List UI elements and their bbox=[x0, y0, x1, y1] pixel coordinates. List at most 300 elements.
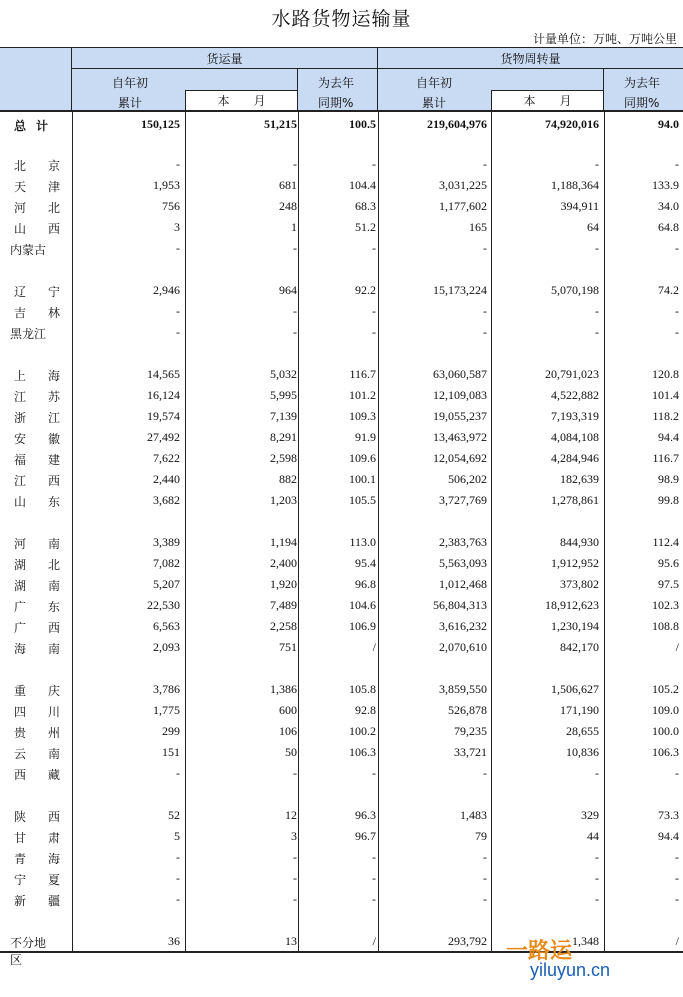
freight-month-cell: 5,032 bbox=[270, 367, 297, 381]
freight-month-cell: 1,920 bbox=[270, 577, 297, 591]
watermark-en: yiluyun.cn bbox=[530, 960, 611, 980]
freight-yoy-cell: - bbox=[372, 850, 376, 864]
turnover-ytd-cell: 79 bbox=[475, 829, 487, 843]
freight-yoy-cell: / bbox=[372, 934, 376, 948]
freight-ytd-cell: 151 bbox=[162, 745, 180, 759]
region-name bbox=[14, 283, 60, 300]
freight-ytd-cell: 3,389 bbox=[153, 535, 180, 549]
freight-ytd-cell: - bbox=[176, 304, 180, 318]
region-name bbox=[14, 451, 60, 468]
region-name-part: 山 bbox=[14, 495, 27, 509]
turnover-yoy-cell: - bbox=[675, 304, 679, 318]
turnover-yoy-cell: 108.8 bbox=[652, 619, 679, 633]
freight-ytd-cell: - bbox=[176, 241, 180, 255]
turnover-yoy-cell: 118.2 bbox=[652, 409, 679, 423]
turnover-ytd-cell: 56,804,313 bbox=[433, 598, 487, 612]
turnover-yoy-cell: - bbox=[675, 871, 679, 885]
region-name bbox=[14, 409, 60, 426]
turnover-ytd-cell: 219,604,976 bbox=[427, 117, 487, 131]
turnover-yoy-cell: 112.4 bbox=[652, 535, 679, 549]
freight-yoy-cell: 92.2 bbox=[355, 283, 376, 297]
freight-month-cell: 51,215 bbox=[264, 117, 297, 131]
freight-yoy-cell: 100.5 bbox=[349, 117, 376, 131]
table-row bbox=[0, 595, 683, 616]
region-name-part: 重 bbox=[14, 684, 27, 698]
freight-yoy-cell: 96.7 bbox=[355, 829, 376, 843]
freight-month-cell: 7,139 bbox=[270, 409, 297, 423]
turnover-month-cell: - bbox=[595, 850, 599, 864]
freight-month-cell: 2,400 bbox=[270, 556, 297, 570]
freight-ytd-cell: - bbox=[176, 871, 180, 885]
freight-yoy-cell: 95.4 bbox=[355, 556, 376, 570]
turnover-ytd-cell: - bbox=[483, 157, 487, 171]
region-name-part: 北 bbox=[47, 558, 60, 572]
freight-yoy-cell: - bbox=[372, 892, 376, 906]
freight-ytd-cell: 3 bbox=[174, 220, 180, 234]
turnover-ytd-cell: 15,173,224 bbox=[433, 283, 487, 297]
turnover-yoy-cell: 101.4 bbox=[652, 388, 679, 402]
freight-month-cell: 50 bbox=[285, 745, 297, 759]
region-name-part: 州 bbox=[47, 726, 60, 740]
region-name bbox=[14, 430, 60, 447]
freight-ytd-cell: 36 bbox=[168, 934, 180, 948]
turnover-yoy-cell: - bbox=[675, 241, 679, 255]
table-row bbox=[0, 805, 683, 826]
table-row bbox=[0, 679, 683, 700]
region-name-part: 浙 bbox=[14, 411, 27, 425]
region-name-part: 西 bbox=[47, 222, 60, 236]
turnover-ytd-cell: 165 bbox=[469, 220, 487, 234]
turnover-yoy-cell: / bbox=[675, 640, 679, 654]
turnover-yoy-cell: 105.2 bbox=[652, 682, 679, 696]
freight-yoy-cell: - bbox=[372, 766, 376, 780]
turnover-ytd-cell: 3,031,225 bbox=[439, 178, 487, 192]
table-row bbox=[0, 490, 683, 511]
table-row bbox=[0, 238, 683, 259]
freight-yoy-cell: 92.8 bbox=[355, 703, 376, 717]
turnover-month-cell: 1,912,952 bbox=[551, 556, 599, 570]
table-row bbox=[0, 763, 683, 784]
header-group-turnover: 货物周转量 bbox=[378, 48, 683, 69]
turnover-yoy-cell: 120.8 bbox=[652, 367, 679, 381]
region-name bbox=[14, 829, 60, 846]
region-name-part: 甘 bbox=[14, 831, 27, 845]
turnover-yoy-cell: - bbox=[675, 850, 679, 864]
turnover-month-cell: 171,190 bbox=[560, 703, 599, 717]
freight-yoy-cell: 100.2 bbox=[349, 724, 376, 738]
freight-ytd-cell: - bbox=[176, 325, 180, 339]
turnover-yoy-cell: 97.5 bbox=[658, 577, 679, 591]
region-name-part: 北 bbox=[14, 159, 27, 173]
header-freight-month: 本 月 bbox=[185, 90, 298, 111]
freight-ytd-cell: 6,563 bbox=[153, 619, 180, 633]
freight-ytd-cell: 7,082 bbox=[153, 556, 180, 570]
region-name-part: 苏 bbox=[47, 390, 60, 404]
header-turnover-yoy-top: 为去年 bbox=[624, 76, 661, 90]
region-name bbox=[14, 808, 60, 825]
header-region-cell bbox=[0, 48, 72, 111]
freight-month-cell: 13 bbox=[285, 934, 297, 948]
region-name bbox=[14, 892, 60, 909]
region-name-part: 肃 bbox=[47, 831, 60, 845]
bottom-rule bbox=[0, 951, 683, 953]
region-name-part: 辽 bbox=[14, 285, 27, 299]
turnover-yoy-cell: 94.4 bbox=[658, 430, 679, 444]
region-name bbox=[14, 535, 60, 552]
freight-ytd-cell: 2,440 bbox=[153, 472, 180, 486]
turnover-yoy-cell: 99.8 bbox=[658, 493, 679, 507]
header-group-freight: 货运量 bbox=[72, 48, 378, 69]
turnover-month-cell: 10,836 bbox=[566, 745, 599, 759]
header-turnover-ytd-bottom: 累计 bbox=[422, 96, 447, 110]
turnover-yoy-cell: 64.8 bbox=[658, 220, 679, 234]
turnover-ytd-cell: 63,060,587 bbox=[433, 367, 487, 381]
turnover-ytd-cell: 12,054,692 bbox=[433, 451, 487, 465]
turnover-month-cell: - bbox=[595, 871, 599, 885]
turnover-month-cell: 394,911 bbox=[560, 199, 599, 213]
freight-month-cell: 2,598 bbox=[270, 451, 297, 465]
header-turnover-yoy-bottom: 同期% bbox=[624, 96, 660, 110]
header-rule bbox=[0, 111, 683, 112]
region-name bbox=[14, 178, 60, 195]
freight-ytd-cell: 27,492 bbox=[147, 430, 180, 444]
turnover-ytd-cell: - bbox=[483, 304, 487, 318]
region-name: 不分地区 bbox=[10, 936, 47, 967]
turnover-yoy-cell: - bbox=[675, 892, 679, 906]
freight-month-cell: 751 bbox=[279, 640, 297, 654]
turnover-month-cell: - bbox=[595, 157, 599, 171]
region-name bbox=[14, 577, 60, 594]
freight-yoy-cell: 51.2 bbox=[355, 220, 376, 234]
turnover-ytd-cell: - bbox=[483, 325, 487, 339]
freight-ytd-cell: 14,565 bbox=[147, 367, 180, 381]
region-name-part: 海 bbox=[14, 642, 27, 656]
table-row bbox=[0, 532, 683, 553]
header-turnover-ytd-top: 自年初 bbox=[416, 76, 453, 90]
turnover-ytd-cell: 19,055,237 bbox=[433, 409, 487, 423]
table-row bbox=[0, 196, 683, 217]
region-name-part: 北 bbox=[47, 201, 60, 215]
turnover-month-cell: 329 bbox=[581, 808, 599, 822]
turnover-yoy-cell: 109.0 bbox=[652, 703, 679, 717]
freight-yoy-cell: 96.3 bbox=[355, 808, 376, 822]
turnover-month-cell: 373,802 bbox=[560, 577, 599, 591]
freight-yoy-cell: 68.3 bbox=[355, 199, 376, 213]
freight-month-cell: 1,194 bbox=[270, 535, 297, 549]
freight-ytd-cell: 5 bbox=[174, 829, 180, 843]
freight-month-cell: - bbox=[293, 871, 297, 885]
table-row bbox=[0, 889, 683, 910]
region-name bbox=[14, 724, 60, 741]
region-name-part: 新 bbox=[14, 894, 27, 908]
table-row bbox=[0, 280, 683, 301]
turnover-yoy-cell: 98.9 bbox=[658, 472, 679, 486]
turnover-ytd-cell: 3,616,232 bbox=[439, 619, 487, 633]
region-name-part: 四 bbox=[14, 705, 27, 719]
region-name-part: 东 bbox=[47, 495, 60, 509]
table-row bbox=[0, 574, 683, 595]
freight-month-cell: - bbox=[293, 241, 297, 255]
turnover-ytd-cell: 2,070,610 bbox=[439, 640, 487, 654]
turnover-month-cell: 4,084,108 bbox=[551, 430, 599, 444]
turnover-month-cell: 64 bbox=[587, 220, 599, 234]
table-row bbox=[0, 175, 683, 196]
freight-yoy-cell: / bbox=[372, 640, 376, 654]
region-name bbox=[14, 199, 60, 216]
watermark-cn: 一路运 bbox=[506, 938, 573, 963]
region-name bbox=[14, 157, 60, 174]
freight-ytd-cell: 52 bbox=[168, 808, 180, 822]
table-row bbox=[0, 301, 683, 322]
table-row bbox=[0, 322, 683, 343]
region-name-part: 西 bbox=[47, 621, 60, 635]
freight-ytd-cell: 19,574 bbox=[147, 409, 180, 423]
region-name bbox=[14, 682, 60, 699]
region-name bbox=[14, 745, 60, 762]
freight-month-cell: - bbox=[293, 157, 297, 171]
freight-month-cell: 5,995 bbox=[270, 388, 297, 402]
turnover-ytd-cell: 3,727,769 bbox=[439, 493, 487, 507]
freight-month-cell: 1,386 bbox=[270, 682, 297, 696]
table-row bbox=[0, 616, 683, 637]
region-name-part: 东 bbox=[47, 600, 60, 614]
freight-yoy-cell: 100.1 bbox=[349, 472, 376, 486]
region-name-part: 贵 bbox=[14, 726, 27, 740]
region-name bbox=[14, 619, 60, 636]
table-row bbox=[0, 931, 683, 967]
region-name bbox=[14, 766, 60, 783]
region-name-part: 上 bbox=[14, 369, 27, 383]
turnover-yoy-cell: 94.4 bbox=[658, 829, 679, 843]
freight-ytd-cell: - bbox=[176, 157, 180, 171]
region-name-part: 天 bbox=[14, 180, 27, 194]
freight-month-cell: 106 bbox=[279, 724, 297, 738]
table-row bbox=[0, 826, 683, 847]
freight-ytd-cell: 2,946 bbox=[153, 283, 180, 297]
region-name-part: 青 bbox=[14, 852, 27, 866]
region-name-part: 总 bbox=[14, 119, 27, 133]
turnover-ytd-cell: - bbox=[483, 892, 487, 906]
freight-yoy-cell: - bbox=[372, 304, 376, 318]
turnover-ytd-cell: 1,177,602 bbox=[439, 199, 487, 213]
freight-ytd-cell: 299 bbox=[162, 724, 180, 738]
region-name-part: 徽 bbox=[47, 432, 60, 446]
freight-month-cell: 1 bbox=[291, 220, 297, 234]
freight-yoy-cell: 91.9 bbox=[355, 430, 376, 444]
table-row bbox=[0, 385, 683, 406]
freight-month-cell: - bbox=[293, 304, 297, 318]
turnover-ytd-cell: 526,878 bbox=[448, 703, 487, 717]
freight-month-cell: 12 bbox=[285, 808, 297, 822]
region-name bbox=[14, 850, 60, 867]
freight-ytd-cell: 1,775 bbox=[153, 703, 180, 717]
region-name-part: 建 bbox=[47, 453, 60, 467]
region-name-part: 湖 bbox=[14, 558, 27, 572]
turnover-ytd-cell: 5,563,093 bbox=[439, 556, 487, 570]
region-name-part: 藏 bbox=[47, 768, 60, 782]
freight-yoy-cell: - bbox=[372, 325, 376, 339]
turnover-ytd-cell: - bbox=[483, 871, 487, 885]
turnover-yoy-cell: 95.6 bbox=[658, 556, 679, 570]
turnover-ytd-cell: - bbox=[483, 241, 487, 255]
turnover-month-cell: 7,193,319 bbox=[551, 409, 599, 423]
region-name-part: 湖 bbox=[14, 579, 27, 593]
freight-month-cell: 1,203 bbox=[270, 493, 297, 507]
turnover-ytd-cell: 2,383,763 bbox=[439, 535, 487, 549]
turnover-month-cell: 18,912,623 bbox=[545, 598, 599, 612]
turnover-month-cell: - bbox=[595, 241, 599, 255]
region-name bbox=[14, 556, 60, 573]
region-name-part: 西 bbox=[47, 474, 60, 488]
header-turnover-month: 本 月 bbox=[491, 90, 604, 111]
header-freight-ytd-top: 自年初 bbox=[112, 76, 149, 90]
turnover-ytd-cell: - bbox=[483, 766, 487, 780]
table-row bbox=[0, 448, 683, 469]
turnover-month-cell: - bbox=[595, 766, 599, 780]
freight-month-cell: - bbox=[293, 850, 297, 864]
freight-yoy-cell: - bbox=[372, 241, 376, 255]
freight-yoy-cell: 104.4 bbox=[349, 178, 376, 192]
turnover-yoy-cell: 102.3 bbox=[652, 598, 679, 612]
page-title: 水路货物运输量 bbox=[271, 8, 412, 30]
turnover-month-cell: - bbox=[595, 325, 599, 339]
total-row bbox=[0, 114, 683, 135]
table-row bbox=[0, 700, 683, 721]
freight-month-cell: 8,291 bbox=[270, 430, 297, 444]
region-name-part: 南 bbox=[47, 579, 60, 593]
turnover-month-cell: 5,070,198 bbox=[551, 283, 599, 297]
turnover-yoy-cell: 116.7 bbox=[652, 451, 679, 465]
turnover-month-cell: 844,930 bbox=[560, 535, 599, 549]
table-row bbox=[0, 847, 683, 868]
region-name-part: 疆 bbox=[47, 894, 60, 908]
region-name-part: 海 bbox=[47, 852, 60, 866]
freight-yoy-cell: 106.9 bbox=[349, 619, 376, 633]
freight-month-cell: - bbox=[293, 325, 297, 339]
turnover-ytd-cell: 3,859,550 bbox=[439, 682, 487, 696]
unit-label: 计量单位：万吨、万吨公里 bbox=[532, 32, 677, 46]
header-freight-yoy-top: 为去年 bbox=[318, 76, 355, 90]
region-name: 黑龙江 bbox=[10, 327, 47, 341]
freight-yoy-cell: 106.3 bbox=[349, 745, 376, 759]
freight-yoy-cell: 105.5 bbox=[349, 493, 376, 507]
region-name bbox=[14, 367, 60, 384]
turnover-yoy-cell: 73.3 bbox=[658, 808, 679, 822]
region-name bbox=[14, 472, 60, 489]
region-name-part: 广 bbox=[14, 621, 27, 635]
turnover-month-cell: 1,188,364 bbox=[551, 178, 599, 192]
table-row bbox=[0, 364, 683, 385]
turnover-month-cell: 4,522,882 bbox=[551, 388, 599, 402]
turnover-yoy-cell: 94.0 bbox=[658, 117, 679, 131]
turnover-yoy-cell: - bbox=[675, 157, 679, 171]
region-name bbox=[14, 388, 60, 405]
region-name-part: 安 bbox=[14, 432, 27, 446]
region-name-part: 山 bbox=[14, 222, 27, 236]
header-freight-yoy-bottom: 同期% bbox=[318, 96, 354, 110]
region-name-part: 宁 bbox=[14, 873, 27, 887]
freight-yoy-cell: 109.3 bbox=[349, 409, 376, 423]
freight-yoy-cell: - bbox=[372, 871, 376, 885]
turnover-ytd-cell: - bbox=[483, 850, 487, 864]
freight-month-cell: - bbox=[293, 892, 297, 906]
region-name-part: 南 bbox=[47, 537, 60, 551]
region-name bbox=[14, 220, 60, 237]
turnover-ytd-cell: 1,483 bbox=[460, 808, 487, 822]
freight-ytd-cell: 5,207 bbox=[153, 577, 180, 591]
freight-ytd-cell: 3,786 bbox=[153, 682, 180, 696]
freight-ytd-cell: 1,953 bbox=[153, 178, 180, 192]
region-name-part: 津 bbox=[47, 180, 60, 194]
freight-yoy-cell: 105.8 bbox=[349, 682, 376, 696]
region-name-part: 吉 bbox=[14, 306, 27, 320]
freight-ytd-cell: 150,125 bbox=[141, 117, 180, 131]
region-name-part: 陕 bbox=[14, 810, 27, 824]
table-row bbox=[0, 469, 683, 490]
region-name-part: 庆 bbox=[47, 684, 60, 698]
region-name-part: 江 bbox=[14, 474, 27, 488]
turnover-ytd-cell: 13,463,972 bbox=[433, 430, 487, 444]
region-name-part: 西 bbox=[14, 768, 27, 782]
table-row bbox=[0, 742, 683, 763]
table-row bbox=[0, 868, 683, 889]
freight-ytd-cell: 22,530 bbox=[147, 598, 180, 612]
region-name-part: 河 bbox=[14, 537, 27, 551]
freight-ytd-cell: 756 bbox=[162, 199, 180, 213]
region-name-part: 云 bbox=[14, 747, 27, 761]
freight-yoy-cell: 113.0 bbox=[349, 535, 376, 549]
turnover-month-cell: 842,170 bbox=[560, 640, 599, 654]
turnover-month-cell: 4,284,946 bbox=[551, 451, 599, 465]
turnover-yoy-cell: - bbox=[675, 766, 679, 780]
freight-ytd-cell: 2,093 bbox=[153, 640, 180, 654]
table-row bbox=[0, 217, 683, 238]
turnover-month-cell: 182,639 bbox=[560, 472, 599, 486]
turnover-month-cell: 20,791,023 bbox=[545, 367, 599, 381]
freight-yoy-cell: 116.7 bbox=[349, 367, 376, 381]
freight-yoy-cell: 104.6 bbox=[349, 598, 376, 612]
region-name-part: 江 bbox=[14, 390, 27, 404]
freight-month-cell: 248 bbox=[279, 199, 297, 213]
freight-yoy-cell: 109.6 bbox=[349, 451, 376, 465]
table-row bbox=[0, 427, 683, 448]
turnover-month-cell: 44 bbox=[587, 829, 599, 843]
turnover-ytd-cell: 79,235 bbox=[454, 724, 487, 738]
header-freight-ytd-bottom: 累计 bbox=[118, 96, 143, 110]
freight-ytd-cell: 7,622 bbox=[153, 451, 180, 465]
turnover-month-cell: 1,230,194 bbox=[551, 619, 599, 633]
turnover-month-cell: 1,278,861 bbox=[551, 493, 599, 507]
region-name bbox=[14, 493, 60, 510]
region-name bbox=[14, 640, 60, 657]
region-name-part: 计 bbox=[35, 119, 48, 133]
turnover-yoy-cell: 34.0 bbox=[658, 199, 679, 213]
region-name-part: 林 bbox=[47, 306, 60, 320]
turnover-yoy-cell: 74.2 bbox=[658, 283, 679, 297]
freight-yoy-cell: 101.2 bbox=[349, 388, 376, 402]
region-name-part: 海 bbox=[47, 369, 60, 383]
freight-ytd-cell: 3,682 bbox=[153, 493, 180, 507]
freight-ytd-cell: - bbox=[176, 766, 180, 780]
freight-month-cell: 882 bbox=[279, 472, 297, 486]
turnover-yoy-cell: 133.9 bbox=[652, 178, 679, 192]
table-row bbox=[0, 406, 683, 427]
region-name-part: 京 bbox=[47, 159, 60, 173]
freight-ytd-cell: 16,124 bbox=[147, 388, 180, 402]
region-name-part: 河 bbox=[14, 201, 27, 215]
region-name bbox=[14, 304, 60, 321]
region-name-part: 宁 bbox=[47, 285, 60, 299]
